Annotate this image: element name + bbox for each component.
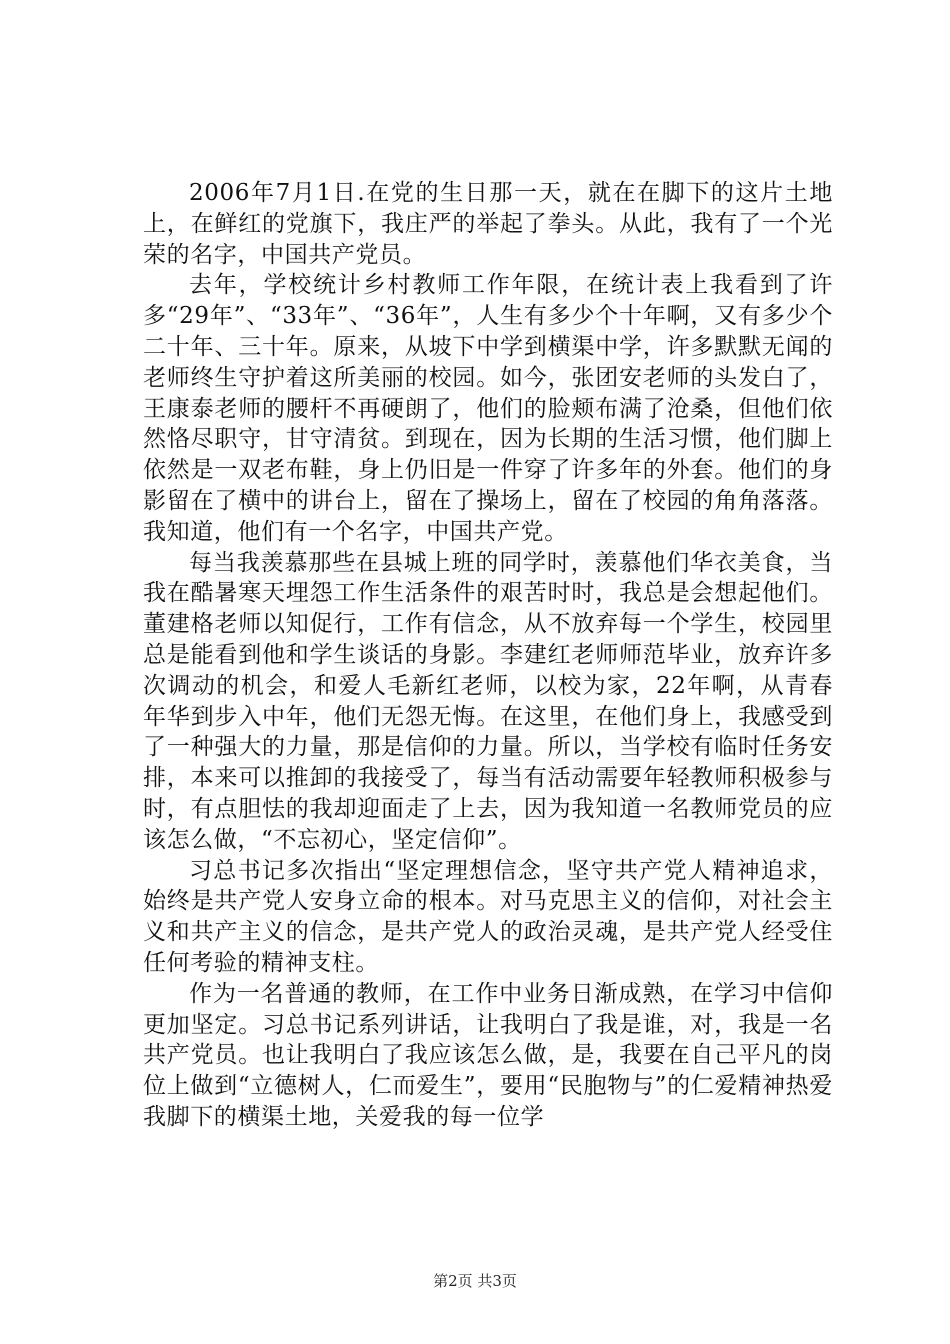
page-footer: 第2页 共3页: [433, 1272, 517, 1290]
paragraph-2: 去年，学校统计乡村教师工作年限，在统计表上我看到了许多“29年”、“33年”、“36年”，人生有多少个十年啊，又有多少个二十年、三十年。原来，从坡下中学到横渠中学，许多默默无闻的老师终生守护着这所美丽的校园。如今，张团安老师的头发白了，王康泰老师的腰杆不再硬朗了，他们的脸颊布满了沧桑，但他们依然恪尽职守，甘守清贫。到现在，因为长期的生活习惯，他们脚上依然是一双老布鞋，身上仍旧是一件穿了许多年的外套。他们的身影留在了横中的讲台上，留在了操场上，留在了校园的角角落落。我知道，他们有一个名字，中国共产党。: [143, 272, 833, 545]
paragraph-3: 每当我羡慕那些在县城上班的同学时，羡慕他们华衣美食，当我在酷暑寒天埋怨工作生活条件的艰苦时时，我总是会想起他们。董建格老师以知促行，工作有信念，从不放弃每一个学生，校园里总是能看到他和学生谈话的身影。李建红老师师范毕业，放弃许多次调动的机会，和爱人毛新红老师，以校为家，22年啊，从青春年华到步入中年，他们无怨无悔。在这里，在他们身上，我感受到了一种强大的力量，那是信仰的力量。所以，当学校有临时任务安排，本来可以推卸的我接受了，每当有活动需要年轻教师积极参与时，有点胆怯的我却迎面走了上去，因为我知道一名教师党员的应该怎么做，“不忘初心，坚定信仰”。: [143, 549, 833, 853]
paragraph-4: 习总书记多次指出“坚定理想信念，坚守共产党人精神追求，始终是共产党人安身立命的根本。对马克思主义的信仰，对社会主义和共产主义的信念，是共产党人的政治灵魂，是共产党人经受住任何考验的精神支柱。: [143, 857, 833, 976]
paragraph-5: 作为一名普通的教师，在工作中业务日渐成熟，在学习中信仰更加坚定。习总书记系列讲话，让我明白了我是谁，对，我是一名共产党员。也让我明白了我应该怎么做，是，我要在自己平凡的岗位上做到“立德树人，仁而爱生”，要用“民胞物与”的仁爱精神热爱我脚下的横渠土地，关爱我的每一位学: [143, 980, 833, 1130]
paragraph-1: 2006年7月1日.在党的生日那一天，就在在脚下的这片土地上，在鲜红的党旗下，我庄严的举起了拳头。从此，我有了一个光荣的名字，中国共产党员。: [143, 180, 833, 268]
document-body: [143, 178, 833, 1133]
